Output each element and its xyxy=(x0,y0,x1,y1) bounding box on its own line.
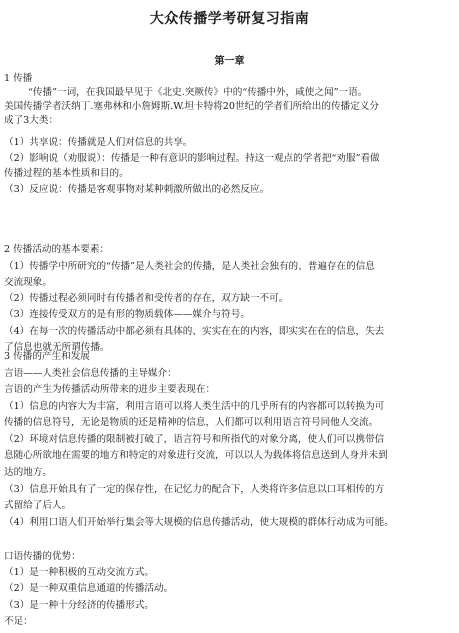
paragraph-line: “传播”一词，在我国最早见于《北史.突厥传》中的“传播中外，咸使之闻”一语。 xyxy=(28,87,368,98)
list-item: （2）环境对信息传播的限制被打破了，语言符号和所指代的对象分离，使人们可以携带信 xyxy=(4,434,385,445)
list-item: （3）反应说：传播是客观事物对某种刺激所做出的必然反应。 xyxy=(4,184,270,195)
paragraph-line: 言语的产生为传播活动所带来的进步主要表现在： xyxy=(4,384,216,395)
section-heading: 2 传播活动的基本要素： xyxy=(4,244,110,255)
section-heading: 1 传播 xyxy=(4,73,33,84)
list-item: 传播的信息符号，无论是物质的还是精神的信息，人们都可以利用语言符号同他人交流。 xyxy=(4,417,379,428)
list-item: （3）是一种十分经济的传播形式。 xyxy=(4,600,155,611)
list-item: （1）共享说：传播就是人们对信息的共享。 xyxy=(4,137,193,148)
list-item: （4）在每一次的传播活动中都必须有具体的、实实在在的内容，即实实在在的信息，失去 xyxy=(4,326,385,337)
list-item: （3）连接传受双方的是有形的物质载体——媒介与符号。 xyxy=(4,309,250,320)
list-item: 了信息也就无所谓传播。 xyxy=(4,342,110,353)
section-heading: 口语传播的优势： xyxy=(4,551,81,562)
section-heading: 3 传播的产生和发展 xyxy=(4,351,90,362)
document-title: 大众传播学考研复习指南 xyxy=(149,11,310,27)
list-item: （2）传播过程必须同时有传播者和受传者的存在，双方缺一不可。 xyxy=(4,293,289,304)
list-item: （3）信息开始具有了一定的保存性，在记忆力的配合下，人类将许多信息以口耳相传的方 xyxy=(4,484,385,495)
list-item: （1）信息的内容大为丰富，利用言语可以将人类生活中的几乎所有的内容都可以转换为可 xyxy=(4,401,385,412)
paragraph-line: 言语——人类社会信息传播的主导媒介： xyxy=(4,368,177,379)
list-item: 达的地方。 xyxy=(4,467,52,478)
chapter-heading: 第一章 xyxy=(214,56,245,67)
list-item: 传播过程的基本性质和目的。 xyxy=(4,168,129,179)
list-item: 式留给了后人。 xyxy=(4,500,72,511)
list-item: （1）传播学中所研究的“传播”是人类社会的传播，是人类社会独有的、普遍存在的信息 xyxy=(4,261,375,272)
list-item: （2）影响说（劝服说）：传播是一种有意识的影响过程。持这一观点的学者把“劝服”看做 xyxy=(4,153,380,164)
list-item: 交流现象。 xyxy=(4,277,52,288)
paragraph-line: 成了3大类： xyxy=(4,115,59,126)
paragraph-line: 美国传播学者沃纳丁.塞弗林和小詹姆斯.W.坦卡特将20世纪的学者们所给出的传播定义分 xyxy=(4,101,379,112)
list-item: （2）是一种双重信息通道的传播活动。 xyxy=(4,583,174,594)
list-item: 息随心所欲地在需要的地方和特定的对象进行交流，可以以人为载体将信息送到人身并未到 xyxy=(4,450,388,461)
list-item: 不足： xyxy=(4,616,33,627)
list-item: （1）是一种积极的互动交流方式。 xyxy=(4,567,155,578)
list-item: （4）利用口语人们开始举行集会等大规模的信息传播活动，使大规模的群体行动成为可能。 xyxy=(4,517,394,528)
